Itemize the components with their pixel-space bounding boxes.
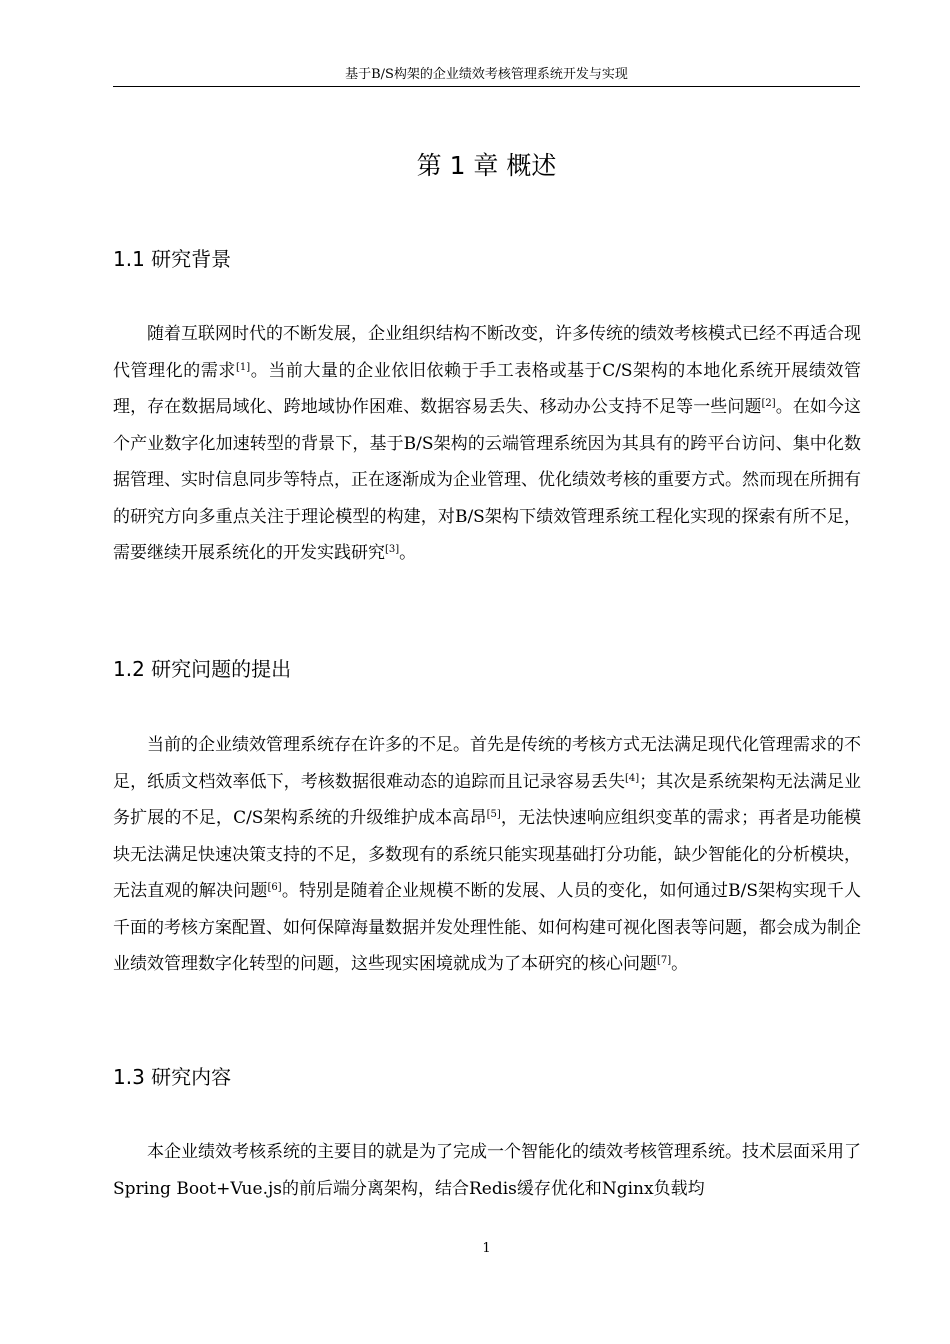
page-number: 1 xyxy=(482,1241,491,1256)
paragraph-1-3 xyxy=(113,1134,861,1207)
paragraph-text: 。特别是随着企业规模不断的发展、人员的变化，如何通过B/S架构实现千人千面的考核方案配置、如何保障海量数据并发处理性能、如何构建可视化图表等问题，都会成为制企业绩效管理数字化转型的问题，这些现实困境就成为了本研究的核心问题 xyxy=(113,881,861,974)
paragraph-text: 随着互联网时代的不断发展，企业组织结构不断改变，许多传统的绩效考核模式已经不再适合现代管理化的需求 xyxy=(113,324,861,381)
citation-ref: [2] xyxy=(761,398,776,409)
header-rule xyxy=(113,86,860,87)
paragraph-text: 。 xyxy=(399,543,417,563)
section-title-1-1: 1.1 研究背景 xyxy=(113,247,232,271)
citation-ref: [4] xyxy=(625,772,640,784)
paragraph-text: ；其次是系统架构无法满足业务扩展的不足，C/S架构系统的升级维护成本高昂 xyxy=(113,771,862,828)
section-title-1-2: 1.2 研究问题的提出 xyxy=(113,657,292,681)
paragraph-1-1 xyxy=(113,316,861,572)
paragraph-text: 本企业绩效考核系统的主要目的就是为了完成一个智能化的绩效考核管理系统。技术层面采用了Spring Boot+Vue.js的前后端分离架构，结合Redis缓存优化和Nginx负载均 xyxy=(113,1142,861,1199)
citation-ref: [1] xyxy=(236,361,251,373)
paragraph-text: ，无法快速响应组织变革的需求；再者是功能模块无法满足快速决策支持的不足，多数现有的系统只能实现基础打分功能，缺少智能化的分析模块，无法直观的解决问题 xyxy=(113,808,861,901)
paragraph-text: 。当前大量的企业依旧依赖于手工表格或基于C/S架构的本地化系统开展绩效管理，存在数据局域化、跨地域协作困难、数据容易丢失、移动办公支持不足等一些问题 xyxy=(113,360,862,417)
chapter-title: 第 1 章 概述 xyxy=(416,151,557,180)
citation-ref: [7] xyxy=(657,955,672,966)
citation-ref: [3] xyxy=(385,544,400,555)
paragraph-text: 当前的企业绩效管理系统存在许多的不足。首先是传统的考核方式无法满足现代化管理需求的不足，纸质文档效率低下，考核数据很难动态的追踪而且记录容易丢失 xyxy=(113,735,861,792)
citation-ref: [5] xyxy=(486,809,501,820)
section-title-1-3: 1.3 研究内容 xyxy=(113,1065,232,1089)
paragraph-text: 。 xyxy=(671,954,689,974)
running-header: 基于B/S构架的企业绩效考核管理系统开发与实现 xyxy=(345,67,628,82)
paragraph-text: 。在如今这个产业数字化加速转型的背景下，基于B/S架构的云端管理系统因为其具有的跨平台访问、集中化数据管理、实时信息同步等特点，正在逐渐成为企业管理、优化绩效考核的重要方式。然而现在所拥有的研究方向多重点关注于理论模型的构建，对B/S架构下绩效管理系统工程化实现的探索有所不足，需要继续开展系统化的开发实践研究 xyxy=(113,397,862,563)
paragraph-1-2 xyxy=(113,727,861,983)
citation-ref: [6] xyxy=(267,882,282,893)
